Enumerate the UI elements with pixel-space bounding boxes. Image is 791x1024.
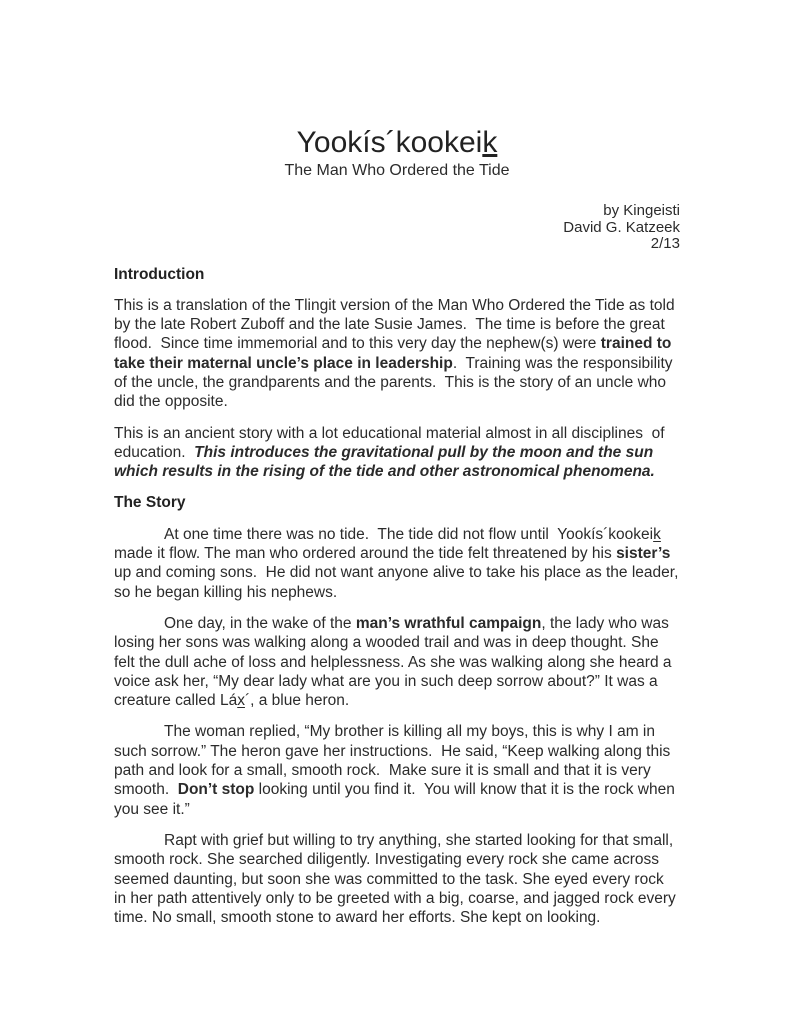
paragraph: [114, 614, 680, 710]
title-text-underlined: k: [482, 126, 498, 159]
text-run: x: [237, 692, 245, 710]
text-run: . Training was the responsibility of the uncle, the grandparents and the parents. This is the story of an uncle who did the opposite.: [114, 354, 677, 411]
title-text: Yookís´kookei: [296, 126, 483, 159]
byline-date: 2/13: [650, 235, 680, 252]
text-run: , the lady who was losing her sons was walking along a wooded trail and was in deep thought. She felt the dull ache of loss and helplessness. As she was walking along she heard a voice ask her, “My dear lady what are you in such deep sorrow about?” It was a creature called Lá: [114, 614, 676, 710]
document-subtitle: The Man Who Ordered the Tide: [284, 162, 510, 179]
paragraph: [114, 831, 680, 927]
text-run: man’s wrathful campaign: [355, 614, 542, 632]
text-run: Rapt with grief but willing to try anything, she started looking for that small, smooth rock. She searched diligently. Investigating every rock she came across seemed daunting, but soon she was committed to the task. She eyed every rock in her path attentively only to be greeted with a big, coarse, and jagged rock every time. No small, smooth stone to award her efforts. She kept on looking.: [114, 831, 681, 927]
section-heading: Introduction: [114, 265, 205, 283]
text-run: At one time there was no tide. The tide did not flow until Yookís´kookei: [164, 525, 654, 543]
text-run: Don’t stop: [177, 781, 255, 799]
document-title: [114, 126, 680, 160]
text-run: One day, in the wake of the: [164, 614, 356, 632]
document-body: [114, 265, 683, 928]
text-run: k: [653, 525, 661, 543]
text-run: ´, a blue heron.: [244, 692, 350, 710]
text-run: trained to take their maternal uncle’s place in leadership: [114, 335, 676, 372]
paragraph: [114, 296, 680, 412]
text-run: made it flow. The man who ordered around the tide felt threatened by his: [114, 525, 666, 563]
paragraph: [114, 722, 680, 818]
byline-name: David G. Katzeek: [563, 218, 680, 236]
document-content: [114, 0, 683, 927]
text-run: This introduces the gravitational pull by the moon and the sun which results in the rising of the tide and other astronomical phenomena.: [114, 443, 658, 481]
text-run: The woman replied, “My brother is killing all my boys, this is why I am in such sorrow.” The heron gave her instructions. He said, “Keep walking along this path and look for a small, smooth rock. Make sure it is small and that it is very smooth.: [114, 723, 675, 799]
text-run: sister’s: [616, 545, 671, 563]
text-run: This is an ancient story with a lot educational material almost in all disciplines of education.: [114, 424, 669, 461]
byline-block: [114, 203, 680, 253]
paragraph: [114, 525, 683, 602]
paragraph: [114, 424, 680, 482]
section-heading: The Story: [114, 494, 186, 512]
text-run: looking until you find it. You will know that it is the rock when you see it.”: [114, 781, 680, 818]
text-run: This is a translation of the Tlingit version of the Man Who Ordered the Tide as told by the late Robert Zuboff and the late Susie James. The time is before the great flood. Since time immemorial and to this very day the nephew(s) were: [114, 296, 679, 353]
byline-author: by Kingeisti: [603, 202, 680, 219]
text-run: up and coming sons. He did not want anyone alive to take his place as the leader, so he began killing his nephews.: [114, 545, 683, 601]
